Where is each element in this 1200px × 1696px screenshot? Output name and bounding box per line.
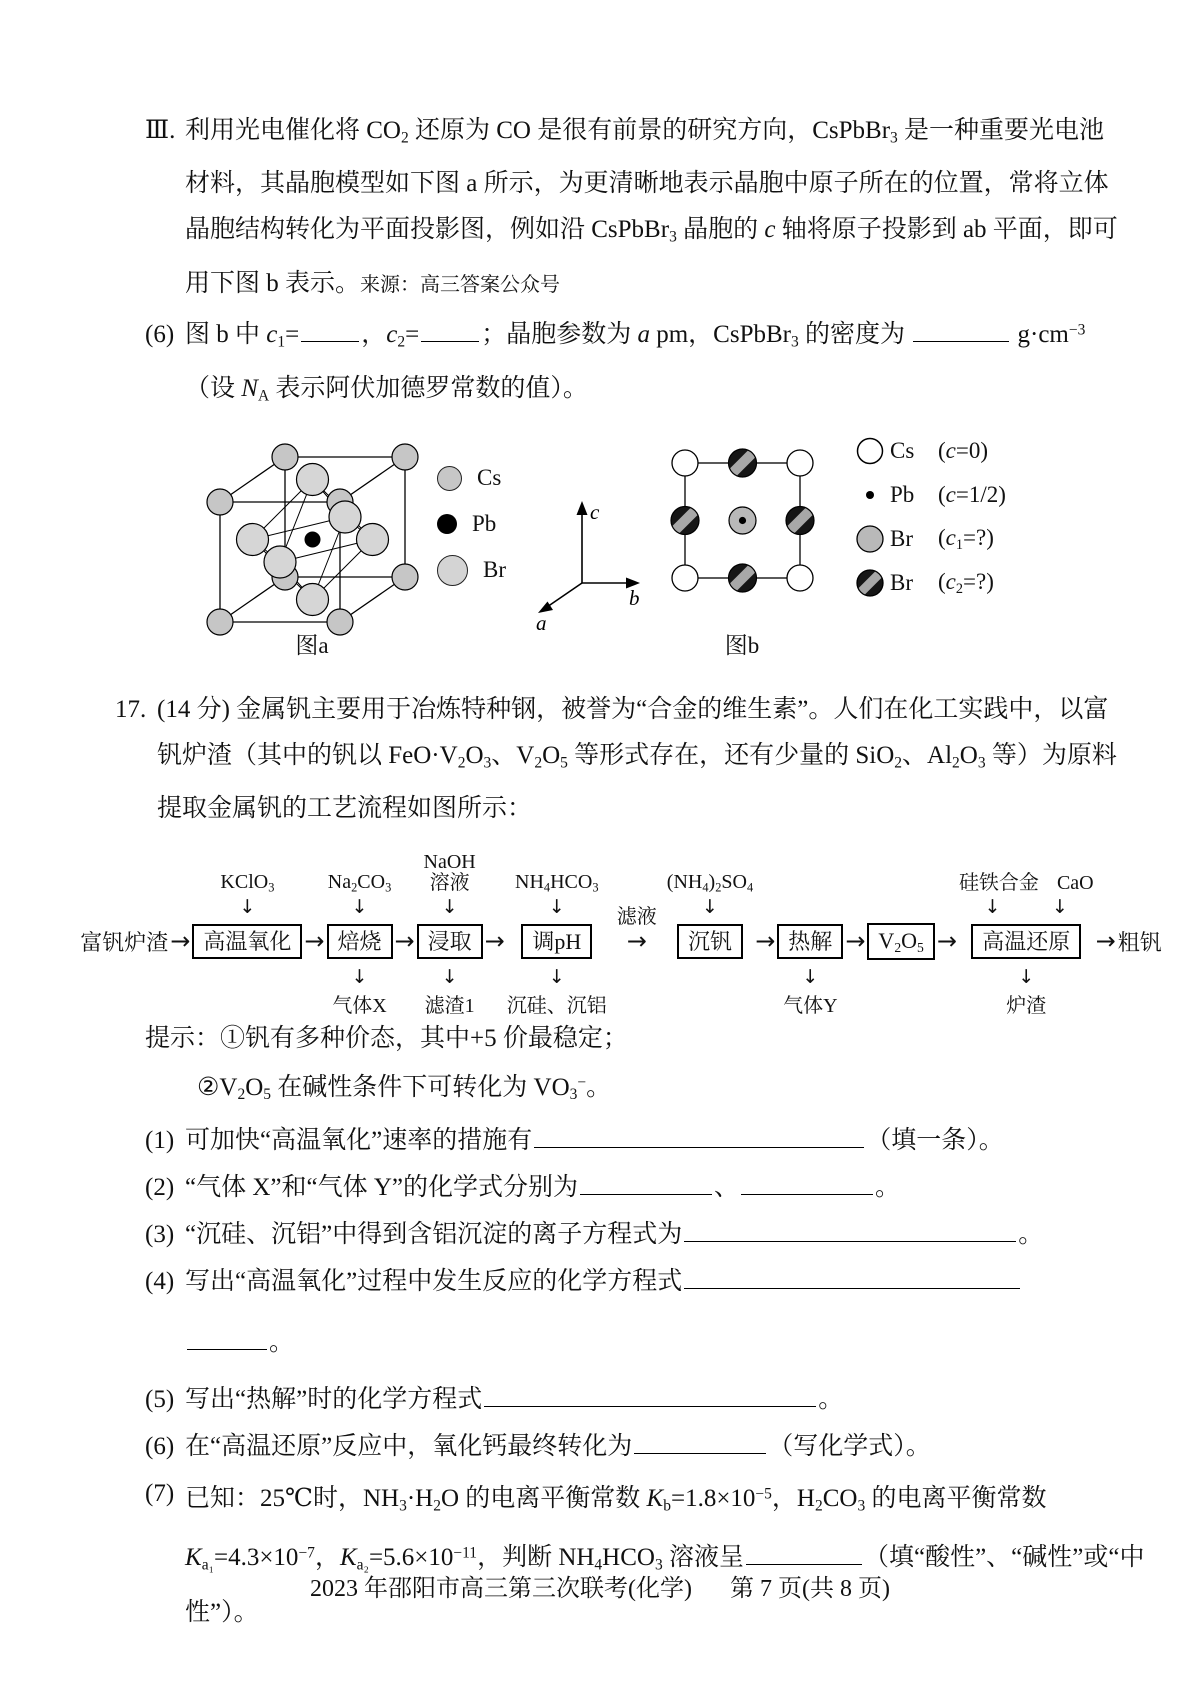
flow-box-roasting: 焙烧 (327, 924, 393, 959)
abc-axes-svg (530, 491, 650, 631)
flow-sink (1118, 836, 1162, 1015)
sub-question-6 (115, 1423, 1145, 1470)
down-arrow-icon: ↓ (351, 895, 368, 918)
legend-a-row-cs (437, 455, 506, 501)
flow-input-nh4-2so4: $(NH_4)_2SO_4$ (666, 870, 754, 895)
footer-exam-title: 2023 年邵阳市高三第三次联考(化学) (310, 1576, 692, 1602)
legend-a-row-br (437, 547, 506, 593)
legend-b-pb-label: Pb (890, 482, 915, 508)
right-arrow-icon: → (484, 927, 505, 956)
legend-b-br1-label: Br (890, 526, 913, 552)
legend-a-row-pb (437, 501, 506, 547)
sub-question-7-number: (7) (145, 1480, 175, 1508)
axis-a-label: a (536, 611, 547, 632)
filtrate-label: 滤液 (616, 906, 657, 929)
down-arrow-icon: ↓ (441, 895, 458, 918)
flow-box-reduction: 高温还原 (971, 924, 1081, 959)
question-17-number: 17. (115, 696, 147, 724)
section-iii-numeral: Ⅲ. (145, 117, 176, 144)
section-iii-paragraph: 利用光电催化将 $CO_2$ 还原为 CO 是很有前景的研究方向，CsPbBr$_3$ 是一种重要光电池材料，其晶胞模型如下图 a 所示，为更清晰地表示晶胞中原子所在的位置，常将立体晶胞结构转化为平面投影图，例如沿 CsPbBr$_3$ 晶胞的 c 轴将原子投影到 ab 平面，即可用下图 b 表示。来源：高三答案公众号 (185, 117, 1118, 297)
flow-box-oxidation: 高温氧化 (192, 924, 302, 959)
legend-b-pb-note: (c=1/2) (938, 482, 1006, 508)
flow-input-nh4hco3: $NH_4HCO_3$ (515, 870, 599, 895)
down-arrow-icon: ↓ (548, 966, 565, 989)
question-6-text: 图 b 中 $c_1=$ ，$c_2=$ ；晶胞参数为 a pm，CsPbBr$_3$ 的密度为 $g\cdot cm^{-3}$（设 $N_A$ 表示阿伏加德罗常数的值）。 (185, 321, 1085, 401)
flow-input-kclo3: KClO$_3$ (220, 870, 275, 895)
sub-question-6-text: 在“高温还原”反应中，氧化钙最终转化为 （写化学式）。 (185, 1433, 931, 1460)
legend-b-br2-label: Br (890, 570, 913, 596)
flow-box-v2o5: $V_2O_5$ (867, 923, 934, 960)
flow-input-naoh-line1: NaOH (423, 851, 476, 874)
flow-output-residue1: 滤渣1 (424, 994, 475, 1017)
flow-connector (753, 836, 777, 1015)
flow-station-adjust-ph (507, 836, 607, 1015)
sub-question-4-text: 写出“高温氧化”过程中发生反应的化学方程式 (185, 1268, 1022, 1295)
right-arrow-icon: → (755, 927, 776, 956)
sub-question-4-number: (4) (145, 1268, 175, 1296)
sub-question-1-text: 可加快“高温氧化”速率的措施有 （填一条）。 (185, 1127, 1004, 1154)
right-arrow-icon: → (304, 927, 325, 956)
sub-question-3 (115, 1211, 1145, 1258)
figure-b-projection-svg (655, 433, 831, 609)
page-content (80, 108, 1162, 1636)
flow-connector (393, 836, 417, 1015)
right-arrow-icon: → (1095, 927, 1116, 956)
figure-b-caption: 图b (724, 633, 760, 659)
question-6-line (145, 308, 1125, 419)
down-arrow-icon: ↓ (1018, 966, 1035, 989)
flow-station-reduction (959, 836, 1094, 1015)
flow-input-naoh-line2: 溶液 (429, 872, 470, 895)
section-iii-block (145, 108, 1125, 308)
figures-row (185, 427, 1145, 669)
flow-sink-label: 粗钒 (1117, 929, 1162, 955)
down-arrow-icon: ↓ (984, 895, 1001, 918)
flow-station-v2o5 (867, 836, 934, 1015)
sub-question-7 (115, 1470, 1150, 1635)
flow-station-v-precipitation (667, 836, 753, 1015)
flow-box-v-precipitation: 沉钒 (677, 924, 743, 959)
flow-output-si-al-precipitate: 沉硅、沉铝 (506, 994, 607, 1017)
process-flow-diagram (80, 836, 1162, 1017)
legend-b-row-br2 (850, 561, 1006, 605)
down-arrow-icon: ↓ (239, 895, 256, 918)
flow-input-na2co3: $Na_2CO_3$ (327, 870, 392, 895)
flow-station-oxidation (192, 836, 302, 1015)
flow-connector (302, 836, 326, 1015)
br2-striped-circle-icon (850, 568, 890, 598)
down-arrow-icon: ↓ (1051, 895, 1068, 918)
page-footer (0, 1568, 1200, 1603)
cs-open-circle-icon (850, 436, 890, 466)
right-arrow-icon: → (170, 927, 191, 956)
flow-connector-filtrate (607, 836, 667, 1015)
sub-question-4-cont-text: 。 (185, 1329, 294, 1356)
flow-output-slag: 炉渣 (1006, 994, 1047, 1017)
pb-atom (305, 532, 321, 548)
axis-b-label: b (629, 586, 640, 611)
axis-c-label: c (590, 500, 600, 525)
right-arrow-icon: → (394, 927, 415, 956)
footer-page-number: 第 7 页(共 8 页) (730, 1576, 890, 1602)
legend-b-cs-label: Cs (890, 438, 915, 464)
figure-a-crystal-svg (185, 427, 435, 655)
br1-gray-circle-icon (850, 524, 890, 554)
sub-question-1 (115, 1117, 1145, 1164)
sub-question-2-number: (2) (145, 1174, 175, 1202)
sub-questions (115, 1117, 1145, 1635)
sub-question-5 (115, 1376, 1145, 1423)
right-arrow-icon: → (936, 927, 957, 956)
axes-lines (547, 513, 628, 607)
sub-question-3-number: (3) (145, 1221, 175, 1249)
flow-source-label: 富钒炉渣 (80, 929, 169, 955)
flow-connector (935, 836, 959, 1015)
legend-b-br2-note: $(c_2=?)$ (938, 568, 994, 597)
right-arrow-icon: 滤液 → (607, 927, 667, 955)
legend-a-br-label: Br (483, 557, 506, 583)
question-6-number: (6) (145, 321, 175, 349)
flow-connector (1094, 836, 1118, 1015)
pb-sphere-icon (437, 514, 457, 534)
sub-question-2-text: “气体 X”和“气体 Y”的化学式分别为 、 。 (185, 1174, 900, 1201)
figure-a-legend (437, 455, 506, 593)
figure-a-caption: 图a (295, 633, 329, 659)
legend-b-cs-note: (c=0) (938, 438, 989, 464)
right-arrow-icon: → (845, 927, 866, 956)
sub-question-4-continuation (115, 1319, 1145, 1366)
legend-b-row-cs (850, 429, 1006, 473)
sub-question-5-text: 写出“热解”时的化学方程式 。 (185, 1386, 843, 1413)
legend-a-pb-label: Pb (472, 511, 497, 537)
sub-question-2 (115, 1164, 1145, 1211)
flow-input-cao: CaO (1056, 872, 1094, 895)
flow-station-pyrolysis (777, 836, 843, 1015)
flow-box-adjust-ph: 调pH (521, 924, 592, 959)
br1-pb-center-atom (729, 507, 756, 534)
down-arrow-icon: ↓ (802, 966, 819, 989)
down-arrow-icon: ↓ (351, 966, 368, 989)
legend-a-cs-label: Cs (477, 465, 502, 491)
flow-connector (168, 836, 192, 1015)
down-arrow-icon: ↓ (548, 895, 565, 918)
down-arrow-icon: ↓ (702, 895, 718, 918)
down-arrow-icon: ↓ (441, 966, 458, 989)
sub-question-5-number: (5) (145, 1386, 175, 1414)
flow-box-leaching: 浸取 (417, 924, 483, 959)
flow-output-gas-y: 气体Y (783, 994, 838, 1017)
hint-line-1: 提示：①钒有多种价态，其中+5 价最稳定； (145, 1025, 628, 1053)
figure-b-legend (850, 429, 1006, 605)
axes-arrowheads (538, 501, 640, 613)
flow-connector (843, 836, 867, 1015)
sub-question-3-text: “沉硅、沉铝”中得到含铝沉淀的离子方程式为 。 (185, 1221, 1043, 1248)
sub-question-1-number: (1) (145, 1127, 175, 1155)
cs-sphere-icon (437, 466, 462, 491)
flow-input-ferrosilicon: 硅铁合金 (958, 872, 1039, 895)
flow-station-roasting (327, 836, 393, 1015)
flow-station-leaching (417, 836, 483, 1015)
sub-question-6-number: (6) (145, 1433, 175, 1461)
hint-line-2: $②V_2O_5$ 在碱性条件下可转化为 $VO_3^-$。 (197, 1074, 612, 1104)
br-sphere-icon (437, 555, 468, 586)
sub-question-7-text: 已知：25℃时，$NH_3\cdot H_2O$ 的电离平衡常数 $K_b=1.8\times 10^{-5}$，$H_2CO_3$ 的电离平衡常数 $K_{a_1}=4.3\times 10^{-7}$，$K_{a_2}=5.6\times 10^{-11}$，判断 $NH_4HCO_3$ 溶液呈 （填“酸性”、“碱性”或“中性”）。 (185, 1485, 1145, 1626)
pb-dot-icon (850, 480, 890, 510)
legend-b-br1-note: $(c_1=?)$ (938, 524, 994, 553)
legend-b-row-br1 (850, 517, 1006, 561)
flow-box-pyrolysis: 热解 (777, 924, 843, 959)
flow-connector (483, 836, 507, 1015)
flow-source (80, 836, 168, 1015)
flow-output-gas-x: 气体X (332, 994, 387, 1017)
legend-b-row-pb (850, 473, 1006, 517)
sub-question-4 (115, 1258, 1145, 1305)
question-17-intro: (14 分) 金属钒主要用于冶炼特种钢，被誉为“合金的维生素”。人们在化工实践中，以富钒炉渣（其中的钒以 $FeO\cdot V_2O_3$、$V_2O_5$ 等形式存在，还有少量的 SiO$_2$、$Al_2O_3$ 等）为原料提取金属钒的工艺流程如图所示： (157, 696, 1117, 823)
question-17-block (115, 687, 1122, 832)
